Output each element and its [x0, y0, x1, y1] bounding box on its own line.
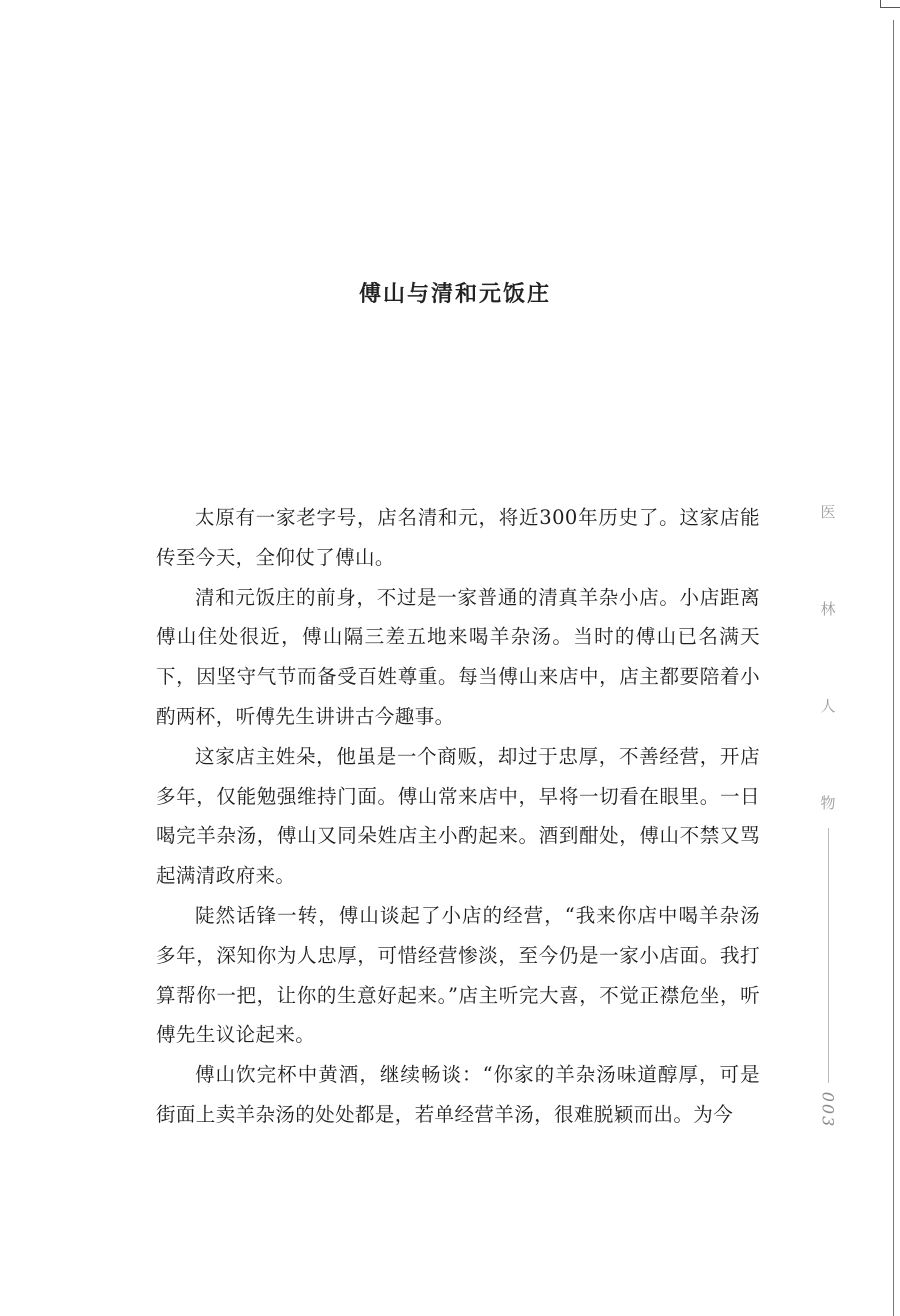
running-header-char: 医: [820, 503, 836, 521]
running-header-char: 人: [820, 697, 836, 715]
chapter-title: 傅山与清和元饭庄: [358, 280, 551, 307]
running-header-char: 林: [820, 600, 836, 618]
page-edge-line: [893, 20, 894, 1316]
paragraph: 傅山饮完杯中黄酒，继续畅谈：“你家的羊杂汤味道醇厚，可是街面上卖羊杂汤的处处都是，若单经营羊汤，很难脱颖而出。为今: [156, 1063, 760, 1126]
body-text: [156, 498, 760, 1135]
page-number: 003: [818, 1091, 838, 1129]
paragraph: 陡然话锋一转，傅山谈起了小店的经营，“我来你店中喝羊杂汤多年，深知你为人忠厚，可惜经营惨淡，至今仍是一家小店面。我打算帮你一把，让你的生意好起来。”店主听完大喜，不觉正襟危坐，听傅先生议论起来。: [156, 903, 760, 1047]
running-header-rule: [828, 828, 829, 1083]
paragraph: 太原有一家老字号，店名清和元，将近300年历史了。这家店能传至今天，全仰仗了傅山。: [156, 506, 760, 569]
running-header-char: 物: [820, 794, 836, 812]
paragraph: 这家店主姓朵，他虽是一个商贩，却过于忠厚，不善经营，开店多年，仅能勉强维持门面。傅山常来店中，早将一切看在眼里。一日喝完羊杂汤，傅山又同朵姓店主小酌起来。酒到酣处，傅山不禁又骂起满清政府来。: [156, 744, 760, 888]
paragraph: 清和元饭庄的前身，不过是一家普通的清真羊杂小店。小店距离傅山住处很近，傅山隔三差五地来喝羊杂汤。当时的傅山已名满天下，因坚守气节而备受百姓尊重。每当傅山来店中，店主都要陪着小酌两杯，听傅先生讲讲古今趣事。: [156, 585, 760, 728]
crop-mark-horizontal: [880, 7, 900, 8]
